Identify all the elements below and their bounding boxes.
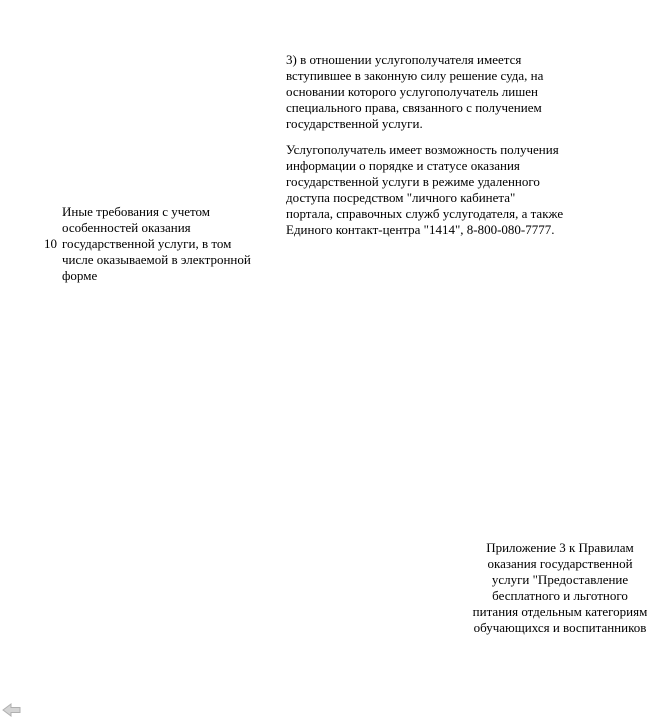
text-line: информации о порядке и статусе оказания	[286, 158, 520, 173]
text-line: Единого контакт-центра "1414", 8-800-080-7777.	[286, 222, 555, 237]
table-cell-requirement-label	[62, 204, 284, 284]
text-line: вступившее в законную силу решение суда, на	[286, 68, 544, 83]
text-line: доступа посредством "личного кабинета"	[286, 190, 516, 205]
text-line: бесплатного и льготного	[492, 588, 628, 603]
text-line: числе оказываемой в электронной	[62, 252, 251, 267]
text-line: обучающихся и воспитанников	[473, 620, 647, 635]
text-line: Приложение 3 к Правилам	[486, 540, 634, 555]
text-line: оказания государственной	[487, 556, 633, 571]
text-line: государственной услуги.	[286, 116, 423, 131]
text-line: специального права, связанного с получением	[286, 100, 542, 115]
text-line: государственной услуги, в том	[62, 236, 232, 251]
text-line: особенностей оказания	[62, 220, 191, 235]
text-line: 3) в отношении услугополучателя имеется	[286, 52, 522, 67]
appendix-header	[457, 540, 661, 636]
text-line: Иные требования с учетом	[62, 204, 211, 219]
text-line: основании которого услугополучатель лишен	[286, 84, 538, 99]
text-line: питания отдельным категориям	[472, 604, 648, 619]
text-line: услуги "Предоставление	[491, 572, 629, 587]
table-row-number: 10	[44, 236, 57, 251]
text-line: государственной услуги в режиме удаленного	[286, 174, 540, 189]
table-cell-refusal-reason	[286, 52, 616, 132]
back-arrow-icon[interactable]	[2, 703, 22, 717]
text-line: форме	[62, 268, 98, 283]
text-line: портала, справочных служб услугодателя, а также	[286, 206, 564, 221]
table-cell-remote-access-info	[286, 142, 616, 238]
text-line: Услугополучатель имеет возможность получения	[286, 142, 559, 157]
